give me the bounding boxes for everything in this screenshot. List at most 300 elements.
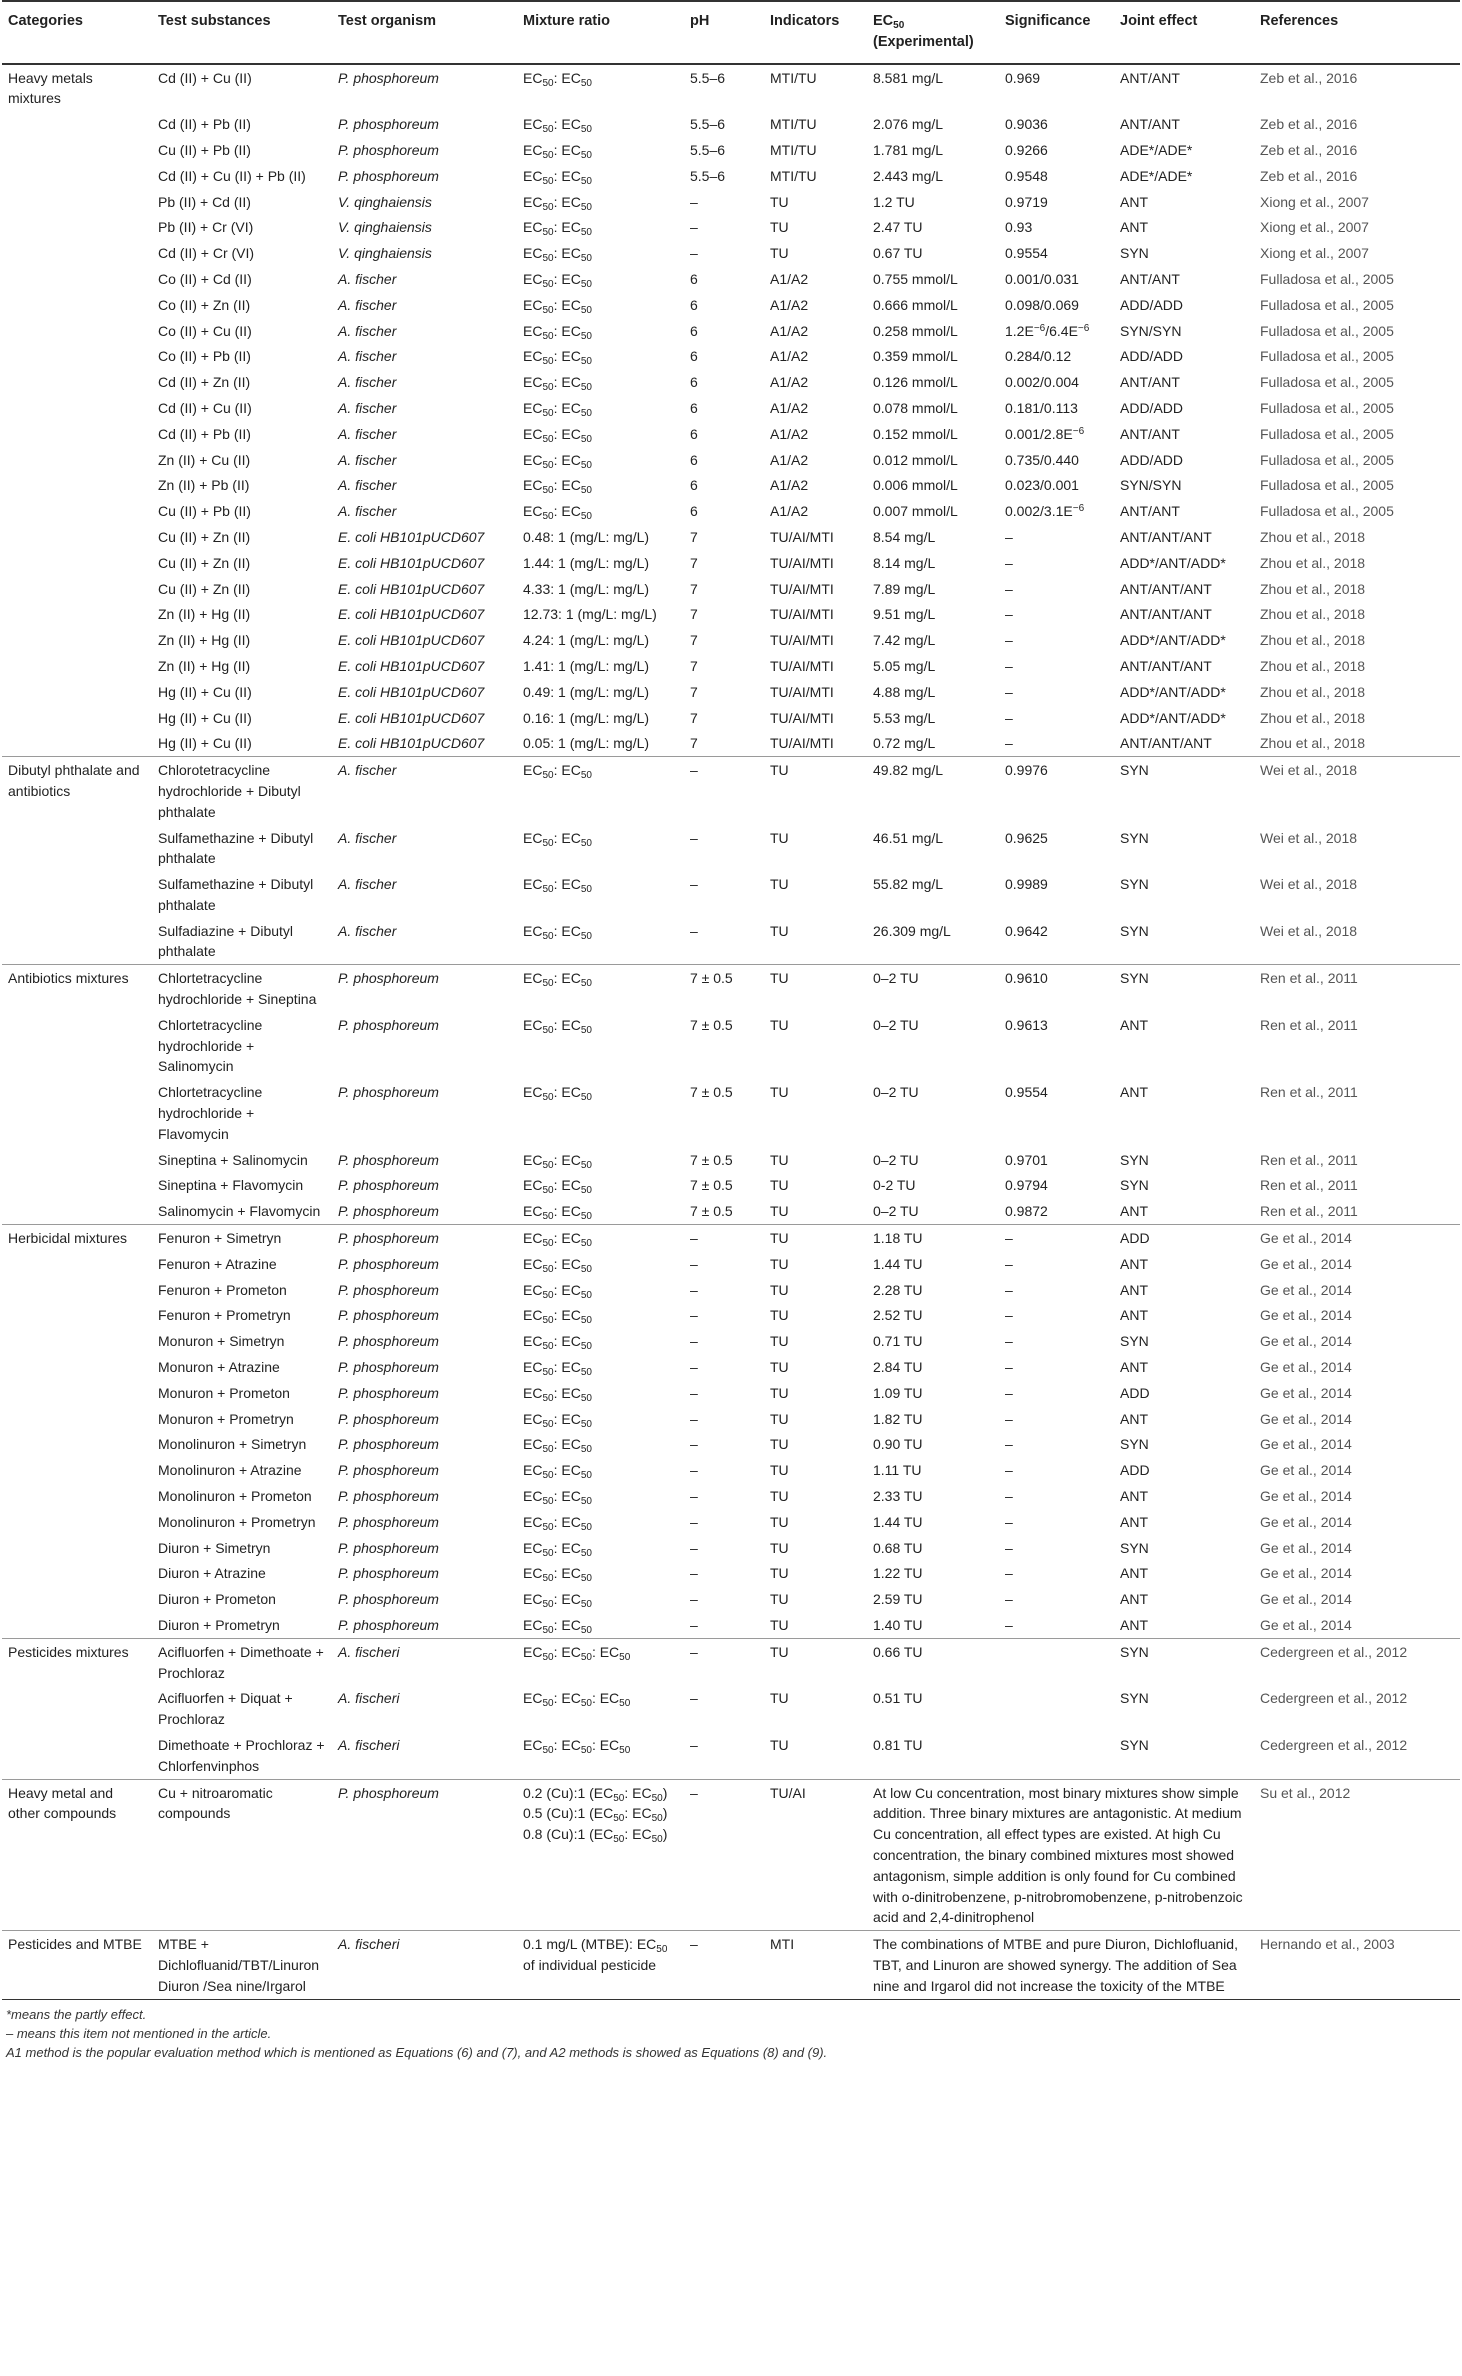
test-organism-cell: P. phosphoreum bbox=[332, 965, 517, 1012]
reference-cell: Xiong et al., 2007 bbox=[1260, 245, 1369, 262]
test-organism-cell: V. qinghaiensis bbox=[338, 193, 432, 210]
test-substance-cell: Dimethoate + Prochloraz + Chlorfenvinphos bbox=[158, 1736, 325, 1774]
ph-cell: – bbox=[690, 1410, 698, 1427]
table-row bbox=[2, 343, 1460, 369]
ph-cell: 5.5–6 bbox=[690, 167, 726, 184]
ec50-cell: 55.82 mg/L bbox=[873, 876, 944, 893]
significance-cell: 0.9266 bbox=[1005, 141, 1048, 158]
reference-cell: Zhou et al., 2018 bbox=[1260, 657, 1366, 674]
test-organism-cell: A. fischer bbox=[338, 348, 397, 365]
test-substance-cell: Monuron + Simetryn bbox=[158, 1333, 285, 1350]
footnotes bbox=[2, 2006, 1460, 2063]
category-cell bbox=[2, 1147, 152, 1173]
reference-cell: Ge et al., 2014 bbox=[1260, 1513, 1352, 1530]
test-organism-cell: P. phosphoreum bbox=[338, 1488, 439, 1505]
indicators-cell: TU bbox=[764, 757, 867, 825]
joint-effect-cell: SYN bbox=[1114, 965, 1254, 1012]
test-substance-cell: Cd (II) + Pb (II) bbox=[158, 116, 251, 133]
mixture-ratio-cell: 1.44: 1 (mg/L: mg/L) bbox=[523, 554, 650, 571]
indicators-cell: TU bbox=[770, 219, 789, 236]
mixture-ratio-cell: $EC_{50}$: $EC_{50}$: $EC_{50}$ bbox=[523, 1736, 631, 1756]
table-row bbox=[2, 871, 1460, 918]
joint-effect-cell: ANT/ANT bbox=[1120, 374, 1180, 391]
mixture-ratio-cell: 4.33: 1 (mg/L: mg/L) bbox=[523, 580, 650, 597]
ph-cell: 6 bbox=[690, 399, 698, 416]
reference-cell: Ge et al., 2014 bbox=[1260, 1281, 1352, 1298]
indicators-cell: A1/A2 bbox=[770, 374, 809, 391]
joint-effect-cell: SYN bbox=[1114, 757, 1254, 825]
ph-cell: – bbox=[690, 1359, 698, 1376]
significance-cell: – bbox=[1005, 1488, 1013, 1505]
ph-cell: 7 bbox=[690, 632, 698, 649]
ph-cell: 6 bbox=[690, 374, 698, 391]
reference-cell: Ge et al., 2014 bbox=[1260, 1617, 1352, 1633]
indicators-cell: A1/A2 bbox=[770, 451, 809, 468]
test-organism-cell: E. coli HB101pUCD607 bbox=[338, 683, 485, 700]
test-organism-cell: A. fischer bbox=[338, 322, 397, 339]
ec50-cell: 0–2 TU bbox=[873, 1084, 919, 1101]
ph-cell: – bbox=[690, 1488, 698, 1505]
joint-effect-cell: SYN bbox=[1120, 1151, 1149, 1168]
test-substance-cell: Hg (II) + Cu (II) bbox=[158, 683, 252, 700]
table-row bbox=[2, 705, 1460, 731]
table-row bbox=[2, 1509, 1460, 1535]
mixture-ratio-cell: $EC_{50}$: $EC_{50}$ bbox=[523, 1384, 592, 1404]
reference-cell: Fulladosa et al., 2005 bbox=[1260, 503, 1394, 520]
indicators-cell: TU bbox=[770, 1016, 789, 1033]
category-cell bbox=[2, 524, 152, 550]
joint-effect-cell: SYN bbox=[1120, 1436, 1149, 1453]
significance-cell: 0.9989 bbox=[1005, 876, 1048, 893]
significance-cell: 0.9036 bbox=[1005, 116, 1048, 133]
ph-cell: – bbox=[690, 1255, 698, 1272]
ec50-cell: 0.81 TU bbox=[873, 1736, 923, 1753]
significance-cell: 0.735/0.440 bbox=[1005, 451, 1079, 468]
table-row bbox=[2, 1328, 1460, 1354]
category-cell bbox=[2, 550, 152, 576]
reference-cell: Zhou et al., 2018 bbox=[1260, 709, 1366, 726]
test-substance-cell: Cu (II) + Zn (II) bbox=[158, 580, 251, 597]
ec50-cell: 7.42 mg/L bbox=[873, 632, 936, 649]
ph-cell: 7 ± 0.5 bbox=[690, 1203, 733, 1220]
test-organism-cell: P. phosphoreum bbox=[338, 116, 439, 133]
table-row bbox=[2, 189, 1460, 215]
test-organism-cell: P. phosphoreum bbox=[338, 1462, 439, 1479]
mixture-ratio-cell: $EC_{50}$: $EC_{50}$ bbox=[523, 1565, 592, 1585]
test-substance-cell: Fenuron + Atrazine bbox=[158, 1255, 277, 1272]
category-cell bbox=[2, 343, 152, 369]
mixture-ratio-cell: $EC_{50}$: $EC_{50}$ bbox=[523, 1151, 592, 1171]
category-cell bbox=[2, 1302, 152, 1328]
indicators-cell: TU bbox=[770, 1617, 789, 1633]
test-substance-cell: Hg (II) + Cu (II) bbox=[158, 709, 252, 726]
indicators-cell: MTI/TU bbox=[770, 69, 817, 86]
ec50-cell: 1.18 TU bbox=[867, 1225, 999, 1251]
footnote: *means the partly effect. bbox=[6, 2006, 147, 2022]
ph-cell: – bbox=[690, 1591, 698, 1608]
mixture-ratio-cell: $EC_{50}$: $EC_{50}$ bbox=[523, 399, 592, 419]
joint-effect-cell: ADD*/ANT/ADD* bbox=[1120, 632, 1226, 649]
significance-cell: 0.098/0.069 bbox=[1005, 296, 1079, 313]
significance-cell: 0.181/0.113 bbox=[1005, 399, 1078, 416]
test-organism-cell: P. phosphoreum bbox=[332, 1225, 517, 1251]
category-cell bbox=[2, 627, 152, 653]
ph-cell: – bbox=[690, 1436, 698, 1453]
mixture-ratio-cell: $EC_{50}$: $EC_{50}$: $EC_{50}$ bbox=[523, 1690, 631, 1710]
test-substance-cell: Cd (II) + Cr (VI) bbox=[158, 245, 255, 262]
joint-effect-cell: SYN bbox=[1120, 1177, 1149, 1194]
table-row bbox=[2, 1685, 1460, 1732]
test-substance-cell: Co (II) + Zn (II) bbox=[158, 296, 251, 313]
joint-effect-cell: SYN/SYN bbox=[1120, 322, 1182, 339]
ec50-cell: 4.88 mg/L bbox=[873, 683, 936, 700]
ph-cell: 6 bbox=[690, 503, 698, 520]
table-row bbox=[2, 1457, 1460, 1483]
joint-effect-cell: ADD/ADD bbox=[1120, 296, 1184, 313]
category-cell bbox=[2, 421, 152, 447]
test-organism-cell: P. phosphoreum bbox=[338, 141, 439, 158]
joint-effect-cell: ANT bbox=[1120, 193, 1148, 210]
category-cell bbox=[2, 137, 152, 163]
category-cell bbox=[2, 601, 152, 627]
table-row bbox=[2, 1638, 1460, 1685]
test-organism-cell: P. phosphoreum bbox=[338, 1281, 439, 1298]
ec50-cell: 26.309 mg/L bbox=[873, 922, 951, 939]
header-ec50: $EC_{50}$ (Experimental) bbox=[867, 1, 999, 64]
table-row bbox=[2, 1225, 1460, 1251]
mixture-ratio-cell: $EC_{50}$: $EC_{50}$ bbox=[523, 348, 592, 368]
significance-cell: $0.002/3.1E^{-6}$ bbox=[1005, 503, 1085, 520]
header-joint-effect: Joint effect bbox=[1114, 1, 1254, 64]
indicators-cell: TU/AI bbox=[764, 1779, 867, 1931]
ec50-cell: 0–2 TU bbox=[873, 1151, 919, 1168]
ec50-cell: 1.11 TU bbox=[873, 1462, 922, 1479]
mixture-ratio-cell: $EC_{50}$: $EC_{50}$ bbox=[523, 296, 592, 316]
significance-cell: 0.9976 bbox=[999, 757, 1114, 825]
ec50-cell: 0.67 TU bbox=[873, 245, 923, 262]
significance-cell: – bbox=[1005, 1617, 1013, 1633]
indicators-cell: TU bbox=[770, 1565, 789, 1582]
indicators-cell: A1/A2 bbox=[770, 296, 809, 313]
category-cell bbox=[2, 214, 152, 240]
test-organism-cell: E. coli HB101pUCD607 bbox=[338, 528, 485, 545]
table-row bbox=[2, 395, 1460, 421]
header-indicators: Indicators bbox=[764, 1, 867, 64]
test-substance-cell: Zn (II) + Hg (II) bbox=[158, 632, 251, 649]
category-cell bbox=[2, 1535, 152, 1561]
ph-cell: 7 ± 0.5 bbox=[690, 1084, 733, 1101]
significance-cell: – bbox=[1005, 709, 1013, 726]
reference-cell: Fulladosa et al., 2005 bbox=[1260, 322, 1394, 339]
mixture-ratio-cell: $EC_{50}$: $EC_{50}$ bbox=[523, 1281, 592, 1301]
indicators-cell: TU bbox=[770, 1410, 789, 1427]
reference-cell: Ge et al., 2014 bbox=[1260, 1410, 1352, 1427]
test-substance-cell: Cd (II) + Cu (II) + Pb (II) bbox=[158, 167, 306, 184]
reference-cell: Fulladosa et al., 2005 bbox=[1260, 451, 1394, 468]
table-body bbox=[2, 64, 1460, 1999]
ec50-cell: 0.71 TU bbox=[873, 1333, 923, 1350]
category-cell bbox=[2, 111, 152, 137]
test-organism-cell: A. fischeri bbox=[332, 1638, 517, 1685]
mixture-ratio-cell: $EC_{50}$: $EC_{50}$ bbox=[523, 1436, 592, 1456]
test-substance-cell: Salinomycin + Flavomycin bbox=[158, 1203, 321, 1220]
mixture-ratio-cell: $EC_{50}$: $EC_{50}$ bbox=[523, 116, 592, 136]
reference-cell: Ge et al., 2014 bbox=[1254, 1225, 1460, 1251]
table-row bbox=[2, 730, 1460, 756]
indicators-cell: A1/A2 bbox=[770, 270, 809, 287]
significance-cell: 0.9548 bbox=[1005, 167, 1048, 184]
significance-cell: 0.9554 bbox=[1005, 1084, 1048, 1101]
table-row bbox=[2, 825, 1460, 872]
table-row bbox=[2, 653, 1460, 679]
ph-cell: – bbox=[690, 1462, 698, 1479]
category-cell bbox=[2, 1277, 152, 1303]
joint-effect-cell: ANT bbox=[1120, 1617, 1148, 1633]
table-row bbox=[2, 214, 1460, 240]
footnote: – means this item not mentioned in the article. bbox=[6, 2025, 272, 2041]
category-cell bbox=[2, 266, 152, 292]
significance-cell: – bbox=[1005, 528, 1013, 545]
test-organism-cell: A. fischer bbox=[338, 477, 397, 494]
joint-effect-cell: ANT bbox=[1120, 1255, 1148, 1272]
mixture-ratio-cell: $EC_{50}$: $EC_{50}$ bbox=[523, 374, 592, 394]
joint-effect-cell: ANT/ANT/ANT bbox=[1120, 735, 1212, 752]
table-row bbox=[2, 369, 1460, 395]
reference-cell: Fulladosa et al., 2005 bbox=[1260, 425, 1394, 442]
joint-effect-cell: ADE*/ADE* bbox=[1120, 167, 1193, 184]
test-substance-cell: Sineptina + Salinomycin bbox=[158, 1151, 308, 1168]
mixture-ratio-cell: 0.1 mg/L (MTBE): $EC_{50}$ of individual pesticide bbox=[517, 1931, 684, 1999]
reference-cell: Fulladosa et al., 2005 bbox=[1260, 399, 1394, 416]
significance-cell bbox=[999, 1732, 1114, 1779]
indicators-cell: TU bbox=[770, 1736, 789, 1753]
table-row bbox=[2, 1012, 1460, 1079]
table-row bbox=[2, 1560, 1460, 1586]
ec50-cell: 0-2 TU bbox=[873, 1177, 916, 1194]
ph-cell: 7 ± 0.5 bbox=[690, 1016, 733, 1033]
category-cell: Pesticides and MTBE bbox=[2, 1931, 152, 1999]
test-substance-cell: Co (II) + Cd (II) bbox=[158, 270, 252, 287]
category-cell bbox=[2, 472, 152, 498]
reference-cell: Ge et al., 2014 bbox=[1260, 1307, 1352, 1324]
reference-cell: Zeb et al., 2016 bbox=[1260, 69, 1358, 86]
category-cell: Dibutyl phthalate and antibiotics bbox=[2, 757, 152, 825]
reference-cell: Ge et al., 2014 bbox=[1260, 1539, 1352, 1556]
category-cell bbox=[2, 1586, 152, 1612]
test-organism-cell: A. fischer bbox=[338, 374, 397, 391]
test-organism-cell: A. fischer bbox=[338, 876, 397, 893]
test-organism-cell: A. fischer bbox=[338, 451, 397, 468]
table-row bbox=[2, 318, 1460, 344]
reference-cell: Zeb et al., 2016 bbox=[1260, 116, 1358, 133]
joint-effect-cell: ANT bbox=[1120, 1084, 1148, 1101]
reference-cell: Hernando et al., 2003 bbox=[1254, 1931, 1460, 1999]
significance-cell: – bbox=[1005, 580, 1013, 597]
test-organism-cell: V. qinghaiensis bbox=[338, 245, 432, 262]
category-cell bbox=[2, 292, 152, 318]
joint-effect-cell: ADD*/ANT/ADD* bbox=[1120, 554, 1226, 571]
reference-cell: Wei et al., 2018 bbox=[1260, 876, 1358, 893]
significance-cell: 0.001/0.031 bbox=[1005, 270, 1079, 287]
indicators-cell: TU bbox=[770, 1513, 789, 1530]
indicators-cell: TU bbox=[770, 1333, 789, 1350]
table-row bbox=[2, 163, 1460, 189]
reference-cell: Zeb et al., 2016 bbox=[1260, 167, 1358, 184]
table-row bbox=[2, 1277, 1460, 1303]
significance-cell: 0.93 bbox=[1005, 219, 1033, 236]
joint-effect-cell: ADD/ADD bbox=[1120, 451, 1184, 468]
table-row bbox=[2, 965, 1460, 1012]
mixture-ratio-cell: $EC_{50}$: $EC_{50}$ bbox=[523, 829, 592, 849]
indicators-cell: TU/AI/MTI bbox=[770, 657, 834, 674]
joint-effect-cell: ADD*/ANT/ADD* bbox=[1120, 709, 1226, 726]
mixture-ratio-cell: $EC_{50}$: $EC_{50}$ bbox=[523, 167, 592, 187]
joint-effect-cell: ANT bbox=[1120, 1359, 1148, 1376]
ph-cell: 6 bbox=[690, 477, 698, 494]
test-substance-cell: Hg (II) + Cu (II) bbox=[158, 735, 252, 752]
significance-cell: – bbox=[1005, 1591, 1013, 1608]
table-row bbox=[2, 1354, 1460, 1380]
test-organism-cell: E. coli HB101pUCD607 bbox=[338, 735, 485, 752]
ph-cell: – bbox=[690, 1513, 698, 1530]
header-test-organism: Test organism bbox=[332, 1, 517, 64]
reference-cell: Su et al., 2012 bbox=[1254, 1779, 1460, 1931]
test-substance-cell: Cu (II) + Pb (II) bbox=[158, 503, 251, 520]
ph-cell: 7 bbox=[690, 528, 698, 545]
test-organism-cell: P. phosphoreum bbox=[338, 1539, 439, 1556]
category-cell: Herbicidal mixtures bbox=[2, 1225, 152, 1251]
ec50-cell: 0–2 TU bbox=[867, 965, 999, 1012]
category-cell bbox=[2, 1732, 152, 1779]
significance-cell: – bbox=[999, 1225, 1114, 1251]
category-cell: Heavy metals mixtures bbox=[8, 69, 93, 107]
table-row bbox=[2, 421, 1460, 447]
significance-cell: 0.9613 bbox=[1005, 1016, 1048, 1033]
joint-effect-cell: SYN bbox=[1120, 922, 1149, 939]
ec50-cell: 1.44 TU bbox=[873, 1255, 923, 1272]
significance-cell: – bbox=[1005, 1384, 1013, 1401]
test-organism-cell: P. phosphoreum bbox=[338, 1333, 439, 1350]
test-substance-cell: Diuron + Atrazine bbox=[158, 1565, 266, 1582]
indicators-cell: TU bbox=[770, 1462, 789, 1479]
table-row bbox=[2, 447, 1460, 473]
ec50-cell: 46.51 mg/L bbox=[873, 829, 944, 846]
reference-cell: Ren et al., 2011 bbox=[1260, 1177, 1358, 1194]
test-organism-cell: A. fischer bbox=[338, 503, 397, 520]
test-substance-cell: Chlortetracycline hydrochloride + Flavomycin bbox=[158, 1084, 263, 1142]
test-substance-cell: Monolinuron + Prometryn bbox=[158, 1513, 316, 1530]
test-substance-cell: Zn (II) + Hg (II) bbox=[158, 657, 251, 674]
ec50-cell: 0.755 mmol/L bbox=[873, 270, 958, 287]
mixture-ratio-cell: $EC_{50}$: $EC_{50}$ bbox=[523, 1591, 592, 1611]
mixture-ratio-cell: $EC_{50}$: $EC_{50}$ bbox=[523, 1255, 592, 1275]
ph-cell: 7 bbox=[690, 709, 698, 726]
indicators-cell: TU bbox=[764, 965, 867, 1012]
ec50-cell: 8.581 mg/L bbox=[873, 69, 944, 86]
test-substance-cell: Monolinuron + Atrazine bbox=[158, 1462, 302, 1479]
joint-effect-cell: ANT bbox=[1120, 1307, 1148, 1324]
significance-cell: 0.9610 bbox=[999, 965, 1114, 1012]
test-substance-cell: Sulfamethazine + Dibutyl phthalate bbox=[158, 876, 314, 913]
ph-cell: 7 bbox=[690, 580, 698, 597]
test-substance-cell: Co (II) + Cu (II) bbox=[158, 322, 252, 339]
indicators-cell: TU bbox=[770, 1436, 789, 1453]
mixture-ratio-cell: 0.16: 1 (mg/L: mg/L) bbox=[523, 709, 650, 726]
indicators-cell: TU bbox=[770, 1539, 789, 1556]
reference-cell: Wei et al., 2018 bbox=[1260, 829, 1358, 846]
test-organism-cell: A. fischer bbox=[338, 829, 397, 846]
category-cell bbox=[2, 395, 152, 421]
significance-cell: 0.969 bbox=[1005, 69, 1041, 86]
table-row bbox=[2, 472, 1460, 498]
test-substance-cell: Cu (II) + Zn (II) bbox=[158, 528, 251, 545]
indicators-cell: TU bbox=[770, 1281, 789, 1298]
test-organism-cell: P. phosphoreum bbox=[332, 1779, 517, 1931]
category-cell bbox=[2, 1079, 152, 1146]
joint-effect-cell: ANT bbox=[1120, 1203, 1148, 1220]
mixture-ratio-cell: $EC_{50}$: $EC_{50}$: $EC_{50}$ bbox=[517, 1638, 684, 1685]
significance-cell: – bbox=[1005, 554, 1013, 571]
indicators-cell: TU/AI/MTI bbox=[770, 709, 834, 726]
joint-effect-cell: ANT bbox=[1120, 1591, 1148, 1608]
joint-effect-cell: ADD/ADD bbox=[1120, 399, 1184, 416]
significance-cell: – bbox=[1005, 1513, 1013, 1530]
reference-cell: Fulladosa et al., 2005 bbox=[1260, 477, 1394, 494]
significance-cell: – bbox=[1005, 1255, 1013, 1272]
significance-cell: 0.9794 bbox=[1005, 1177, 1048, 1194]
significance-cell: – bbox=[1005, 1539, 1013, 1556]
table-row bbox=[2, 1147, 1460, 1173]
table-row bbox=[2, 111, 1460, 137]
ph-cell: – bbox=[690, 829, 698, 846]
test-substance-cell: Diuron + Prometon bbox=[158, 1591, 276, 1608]
ph-cell: – bbox=[690, 1281, 698, 1298]
joint-effect-cell: ANT bbox=[1120, 1513, 1148, 1530]
reference-cell: Ren et al., 2011 bbox=[1260, 1151, 1358, 1168]
significance-cell: – bbox=[1005, 657, 1013, 674]
significance-cell: – bbox=[1005, 1410, 1013, 1427]
joint-effect-cell: SYN bbox=[1120, 1333, 1149, 1350]
indicators-cell: TU bbox=[764, 1225, 867, 1251]
table-row bbox=[2, 498, 1460, 524]
reference-cell: Ge et al., 2014 bbox=[1260, 1255, 1352, 1272]
test-organism-cell: V. qinghaiensis bbox=[338, 219, 432, 236]
joint-effect-cell: ANT bbox=[1120, 219, 1148, 236]
reference-cell: Fulladosa et al., 2005 bbox=[1260, 348, 1394, 365]
test-organism-cell: A. fischer bbox=[332, 757, 517, 825]
category-cell bbox=[2, 871, 152, 918]
table-row bbox=[2, 1483, 1460, 1509]
category-cell bbox=[2, 730, 152, 756]
indicators-cell: MTI/TU bbox=[770, 167, 817, 184]
mixture-ratio-cell: $EC_{50}$: $EC_{50}$ bbox=[523, 922, 592, 942]
test-organism-cell: A. fischer bbox=[338, 425, 397, 442]
test-substance-cell: Cu (II) + Pb (II) bbox=[158, 141, 251, 158]
table-row bbox=[2, 1931, 1460, 1999]
significance-cell: – bbox=[1005, 683, 1013, 700]
indicators-cell: TU bbox=[770, 1359, 789, 1376]
significance-cell: 0.002/0.004 bbox=[1005, 374, 1079, 391]
mixture-ratio-cell: $EC_{50}$: $EC_{50}$ bbox=[523, 876, 592, 896]
ec50-cell: 1.44 TU bbox=[873, 1513, 923, 1530]
test-organism-cell: P. phosphoreum bbox=[338, 1151, 439, 1168]
header-ph: pH bbox=[684, 1, 764, 64]
joint-effect-cell: ANT bbox=[1120, 1488, 1148, 1505]
mixture-ratio-cell: $EC_{50}$: $EC_{50}$ bbox=[523, 1307, 592, 1327]
indicators-cell: TU bbox=[770, 829, 789, 846]
indicators-cell: TU/AI/MTI bbox=[770, 683, 834, 700]
test-organism-cell: P. phosphoreum bbox=[338, 1359, 439, 1376]
